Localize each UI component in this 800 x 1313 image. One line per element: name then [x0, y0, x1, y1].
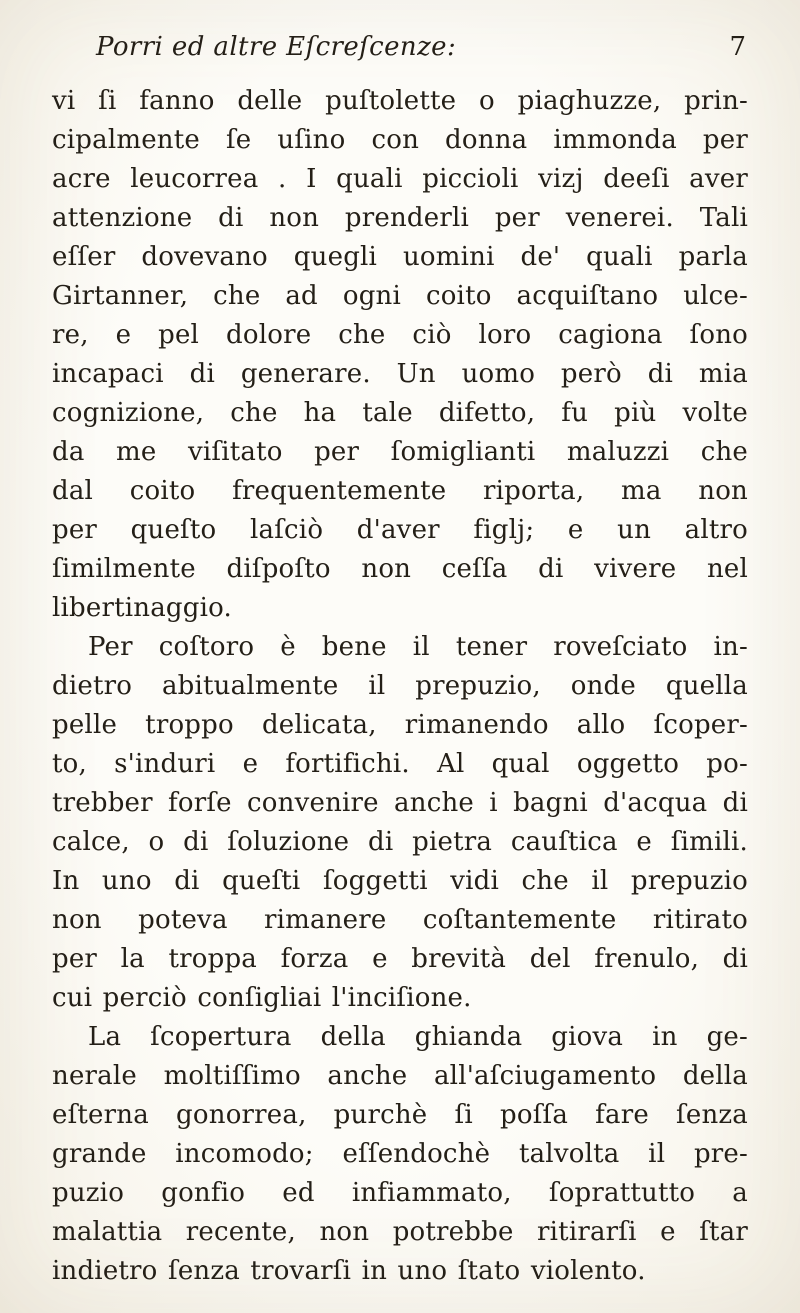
text-line: cognizione, che ha tale difetto, fu più volte	[52, 398, 748, 428]
text-line: La ſcopertura della ghianda giova in ge-	[88, 1022, 748, 1052]
page-body	[52, 82, 748, 1291]
text-line: indietro ſenza trovarſi in uno ſtato violento.	[52, 1256, 646, 1286]
running-header	[96, 30, 746, 64]
text-line: dal coito frequentemente riporta, ma non	[52, 476, 748, 506]
text-line: calce, o di ſoluzione di pietra cauſtica e ſimili.	[52, 827, 748, 857]
text-line: Girtanner, che ad ogni coito acquiſtano ulce-	[52, 281, 748, 311]
text-line: malattia recente, non potrebbe ritirarſi e ſtar	[52, 1217, 748, 1247]
text-line: vi ſi fanno delle puſtolette o piaghuzze, prin-	[52, 86, 748, 116]
text-line: eſterna gonorrea, purchè ſi poſſa fare ſenza	[52, 1100, 748, 1130]
text-line: re, e pel dolore che ciò loro cagiona ſono	[52, 320, 748, 350]
text-line: cipalmente ſe uſino con donna immonda per	[52, 125, 748, 155]
paragraph	[52, 1018, 748, 1291]
chapter-title: Porri ed altre Eſcreſcenze:	[96, 32, 457, 62]
text-line: trebber forſe convenire anche i bagni d'acqua di	[52, 788, 748, 818]
text-line: pelle troppo delicata, rimanendo allo ſcoper-	[52, 710, 748, 740]
text-line: per queſto laſciò d'aver figlj; e un altro	[52, 515, 748, 545]
text-line: Per coſtoro è bene il tener roveſciato in-	[88, 632, 748, 662]
paragraph	[52, 82, 748, 628]
text-line: eſſer dovevano quegli uomini de' quali parla	[52, 242, 748, 272]
text-line: cui perciò conſigliai l'inciſione.	[52, 983, 472, 1013]
text-line: nerale moltiſſimo anche all'aſciugamento della	[52, 1061, 748, 1091]
text-line: dietro abitualmente il prepuzio, onde quella	[52, 671, 748, 701]
text-line: In uno di queſti ſoggetti vidi che il prepuzio	[52, 866, 748, 896]
paragraph	[52, 628, 748, 1018]
page-number: 7	[729, 32, 746, 62]
text-line: da me viſitato per ſomiglianti maluzzi che	[52, 437, 748, 467]
text-line: acre leucorrea . I quali piccioli vizj deeſi aver	[52, 164, 748, 194]
text-line: to, s'induri e fortifichi. Al qual oggetto po-	[52, 749, 748, 779]
text-line: ſimilmente diſpoſto non ceſſa di vivere nel	[52, 554, 748, 584]
text-line: attenzione di non prenderli per venerei. Tali	[52, 203, 748, 233]
text-line: per la troppa forza e brevità del frenulo, di	[52, 944, 748, 974]
text-line: grande incomodo; eſſendochè talvolta il pre-	[52, 1139, 748, 1169]
text-line: libertinaggio.	[52, 593, 232, 623]
text-line: puzio gonfio ed infiammato, ſoprattutto a	[52, 1178, 748, 1208]
text-line: incapaci di generare. Un uomo però di mia	[52, 359, 748, 389]
text-line: non poteva rimanere coſtantemente ritirato	[52, 905, 748, 935]
